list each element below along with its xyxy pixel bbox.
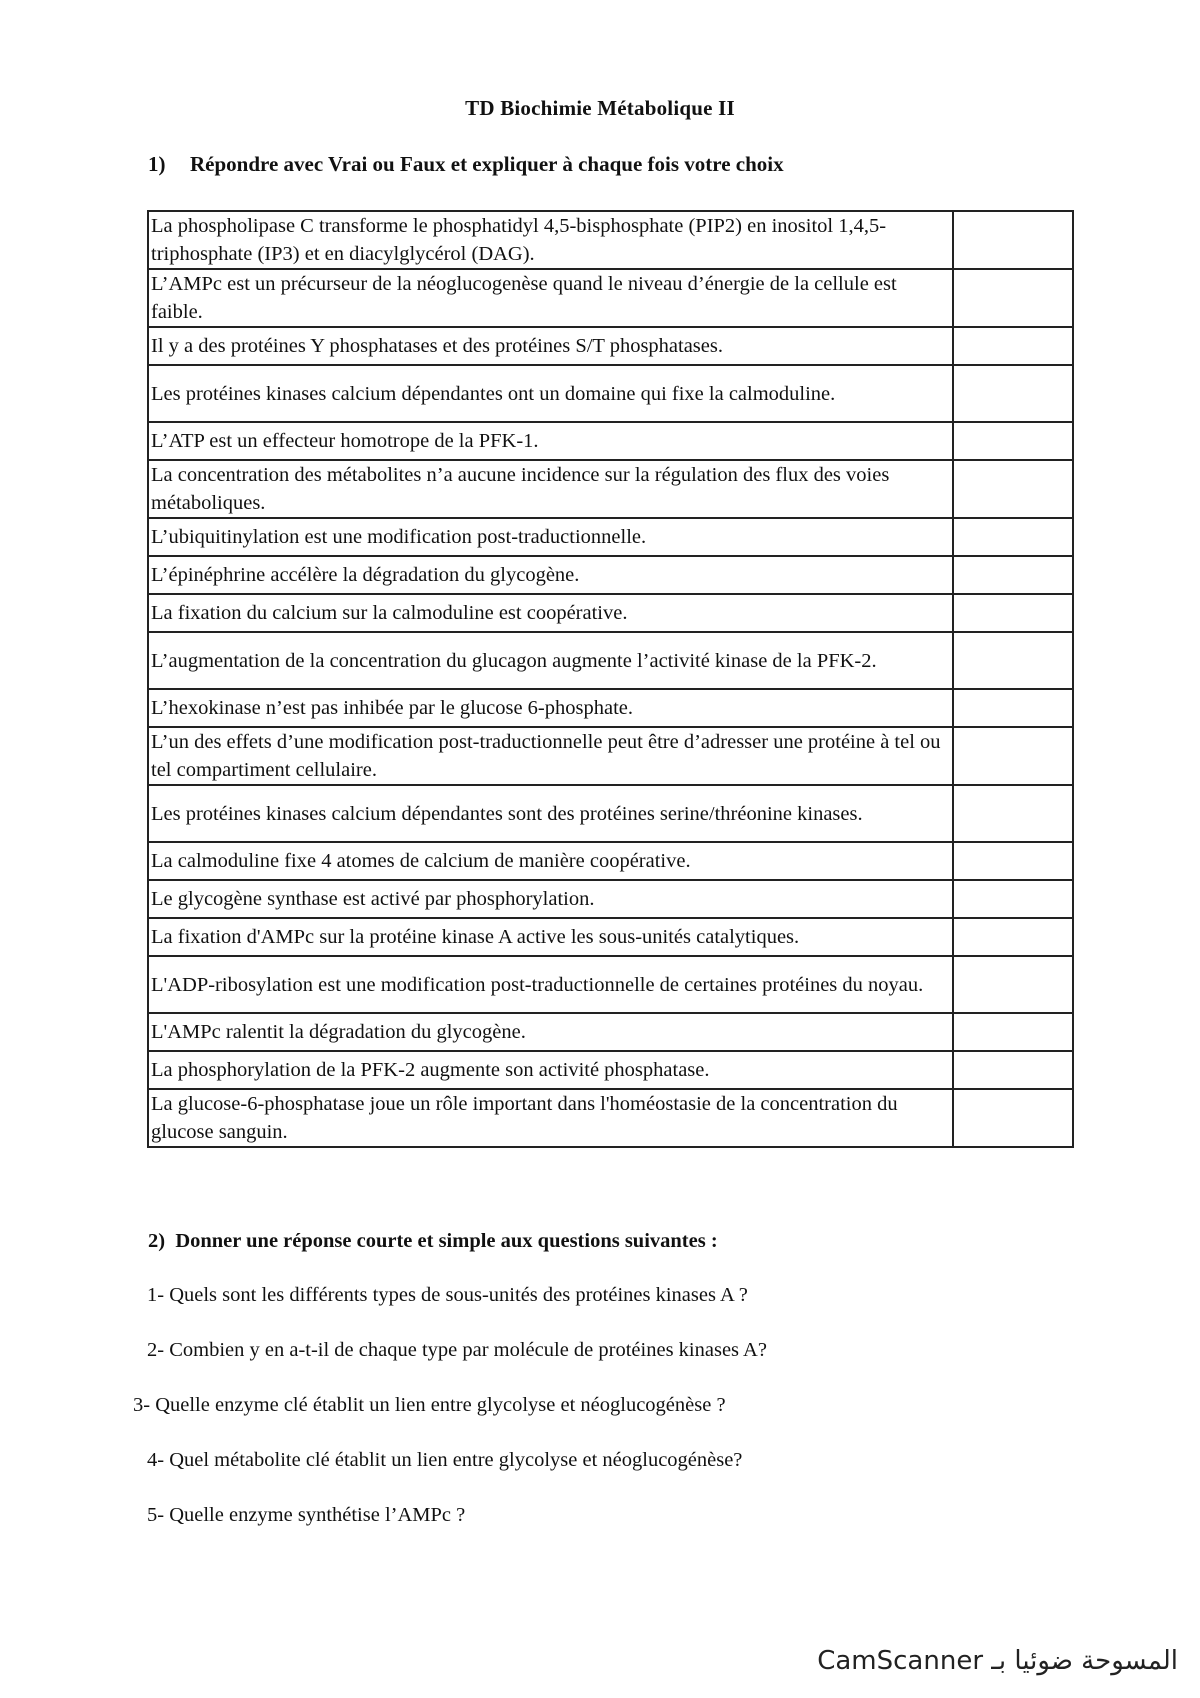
statement-cell: Il y a des protéines Y phosphatases et des protéines S/T phosphatases. — [148, 327, 953, 365]
answer-cell[interactable] — [953, 594, 1073, 632]
table-row — [148, 594, 1073, 632]
answer-cell[interactable] — [953, 1089, 1073, 1147]
table-row — [148, 632, 1073, 689]
statement-cell: L’épinéphrine accélère la dégradation du glycogène. — [148, 556, 953, 594]
answer-cell[interactable] — [953, 365, 1073, 422]
answer-cell[interactable] — [953, 918, 1073, 956]
answer-cell[interactable] — [953, 956, 1073, 1013]
table-row — [148, 422, 1073, 460]
answer-cell[interactable] — [953, 556, 1073, 594]
table-row — [148, 1013, 1073, 1051]
table-row — [148, 689, 1073, 727]
answer-cell[interactable] — [953, 211, 1073, 269]
table-row — [148, 556, 1073, 594]
statement-cell: L’ATP est un effecteur homotrope de la PFK-1. — [148, 422, 953, 460]
answer-cell[interactable] — [953, 1051, 1073, 1089]
table-row — [148, 842, 1073, 880]
table-row — [148, 1051, 1073, 1089]
statement-cell: L’augmentation de la concentration du glucagon augmente l’activité kinase de la PFK-2. — [148, 632, 953, 689]
table-row — [148, 727, 1073, 785]
table-row — [148, 956, 1073, 1013]
question-4: 4- Quel métabolite clé établit un lien entre glycolyse et néoglucogénèse? — [147, 1449, 743, 1471]
table-row — [148, 211, 1073, 269]
table-row — [148, 880, 1073, 918]
answer-cell[interactable] — [953, 880, 1073, 918]
answer-cell[interactable] — [953, 460, 1073, 518]
answer-cell[interactable] — [953, 327, 1073, 365]
statement-cell: L'AMPc ralentit la dégradation du glycogène. — [148, 1013, 953, 1051]
answer-cell[interactable] — [953, 269, 1073, 327]
table-row — [148, 918, 1073, 956]
answer-cell[interactable] — [953, 422, 1073, 460]
statement-cell: L’un des effets d’une modification post-traductionnelle peut être d’adresser une protéine à tel ou tel compartiment cellulaire. — [148, 727, 953, 785]
scanner-watermark: CamScanner المسوحة ضوئيا بـ — [817, 1646, 1178, 1676]
answer-cell[interactable] — [953, 632, 1073, 689]
statement-cell: La phospholipase C transforme le phosphatidyl 4,5-bisphosphate (PIP2) en inositol 1,4,5-triphosphate (IP3) et en diacylglycérol (DAG). — [148, 211, 953, 269]
section1-heading-text: Répondre avec Vrai ou Faux et expliquer à chaque fois votre choix — [190, 152, 784, 176]
table-row — [148, 269, 1073, 327]
table-row — [148, 327, 1073, 365]
statement-cell: L’AMPc est un précurseur de la néoglucogenèse quand le niveau d’énergie de la cellule est faible. — [148, 269, 953, 327]
section1-number: 1) — [148, 152, 166, 176]
statement-cell: La calmoduline fixe 4 atomes de calcium de manière coopérative. — [148, 842, 953, 880]
table-row — [148, 518, 1073, 556]
statement-cell: Les protéines kinases calcium dépendantes sont des protéines serine/thréonine kinases. — [148, 785, 953, 842]
table-row — [148, 1089, 1073, 1147]
question-5: 5- Quelle enzyme synthétise l’AMPc ? — [147, 1504, 466, 1526]
table-row — [148, 460, 1073, 518]
statement-cell: L’hexokinase n’est pas inhibée par le glucose 6-phosphate. — [148, 689, 953, 727]
true-false-table — [147, 210, 1074, 1148]
statement-cell: La fixation du calcium sur la calmoduline est coopérative. — [148, 594, 953, 632]
section2-number: 2) — [148, 1230, 166, 1252]
statement-cell: La phosphorylation de la PFK-2 augmente son activité phosphatase. — [148, 1051, 953, 1089]
statement-cell: L'ADP-ribosylation est une modification post-traductionnelle de certaines protéines du noyau. — [148, 956, 953, 1013]
statement-cell: Les protéines kinases calcium dépendantes ont un domaine qui fixe la calmoduline. — [148, 365, 953, 422]
table-row — [148, 785, 1073, 842]
answer-cell[interactable] — [953, 1013, 1073, 1051]
question-3: 3- Quelle enzyme clé établit un lien entre glycolyse et néoglucogénèse ? — [133, 1394, 726, 1416]
statement-cell: Le glycogène synthase est activé par phosphorylation. — [148, 880, 953, 918]
document-title: TD Biochimie Métabolique II — [465, 96, 735, 120]
section1-heading — [148, 152, 784, 177]
statement-cell: La concentration des métabolites n’a aucune incidence sur la régulation des flux des voies métaboliques. — [148, 460, 953, 518]
question-1: 1- Quels sont les différents types de sous-unités des protéines kinases A ? — [147, 1284, 748, 1306]
statement-cell: La glucose-6-phosphatase joue un rôle important dans l'homéostasie de la concentration du glucose sanguin. — [148, 1089, 953, 1147]
answer-cell[interactable] — [953, 785, 1073, 842]
answer-cell[interactable] — [953, 518, 1073, 556]
question-2: 2- Combien y en a-t-il de chaque type par molécule de protéines kinases A? — [147, 1339, 767, 1361]
answer-cell[interactable] — [953, 727, 1073, 785]
section2-heading-text: Donner une réponse courte et simple aux questions suivantes : — [175, 1230, 718, 1252]
statement-cell: La fixation d'AMPc sur la protéine kinase A active les sous-unités catalytiques. — [148, 918, 953, 956]
answer-cell[interactable] — [953, 842, 1073, 880]
section2-heading — [148, 1230, 718, 1253]
statement-cell: L’ubiquitinylation est une modification post-traductionnelle. — [148, 518, 953, 556]
answer-cell[interactable] — [953, 689, 1073, 727]
table-row — [148, 365, 1073, 422]
